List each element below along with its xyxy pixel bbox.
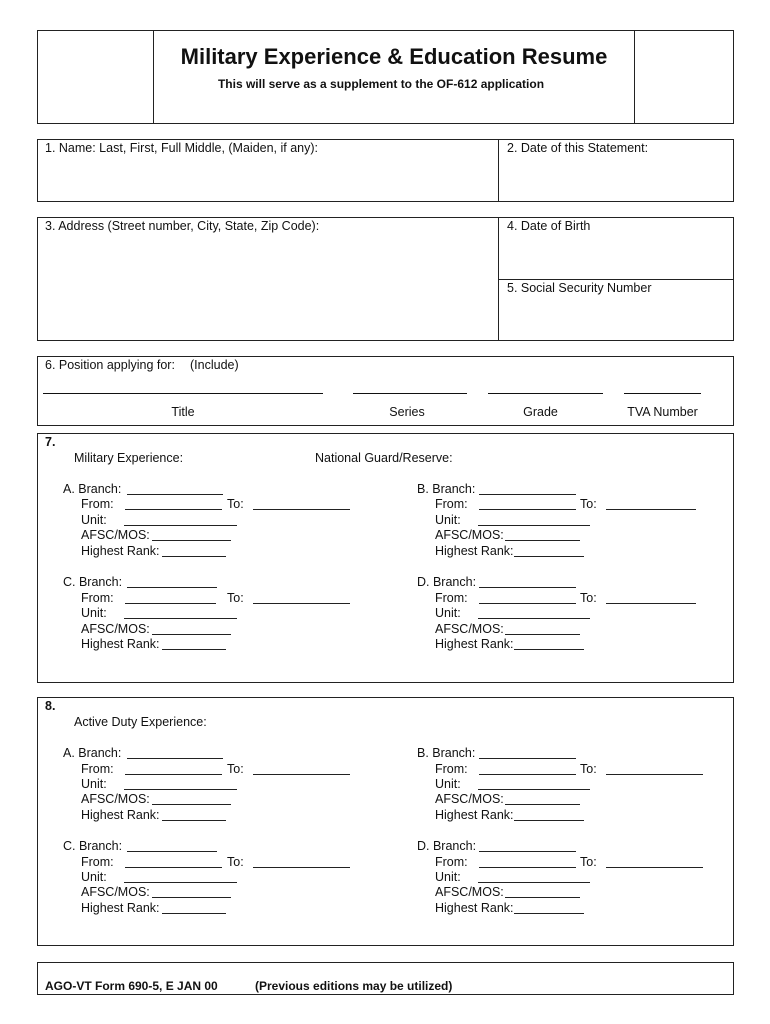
s8a-to-label: To: [227,762,244,776]
s8d-from-label: From: [435,855,468,869]
s8c-branch-field[interactable] [127,851,217,852]
s8d-to-label: To: [580,855,597,869]
title-input-line[interactable] [43,393,323,394]
s7c-from-label: From: [81,591,114,605]
s8a-from-label: From: [81,762,114,776]
s8c-afsc-label: AFSC/MOS: [81,885,150,899]
position-label: 6. Position applying for: [45,358,175,372]
s7c-branch-label: C. Branch: [63,575,123,589]
s8d-unit-field[interactable] [478,882,590,883]
s8c-unit-field[interactable] [124,882,237,883]
s7a-afsc-label: AFSC/MOS: [81,528,150,542]
s8c-rank-label: Highest Rank: [81,901,160,915]
s7a-to-label: To: [227,497,244,511]
s8d-afsc-field[interactable] [505,897,580,898]
name-label: 1. Name: Last, First, Full Middle, (Maiden, if any): [45,141,319,155]
s8d-rank-field[interactable] [514,913,584,914]
s8c-branch-label: C. Branch: [63,839,123,853]
s7d-branch-field[interactable] [479,587,576,588]
series-input-line[interactable] [353,393,467,394]
s8c-from-field[interactable] [125,867,222,868]
s8b-rank-field[interactable] [514,820,584,821]
s7c-afsc-field[interactable] [152,634,231,635]
s8a-branch-field[interactable] [127,758,223,759]
s8b-unit-field[interactable] [478,789,590,790]
s7b-unit-field[interactable] [478,525,590,526]
title-caption: Title [171,405,195,419]
grade-caption: Grade [523,405,558,419]
s7c-from-field[interactable] [125,603,216,604]
s7b-branch-label: B. Branch: [417,482,476,496]
s8d-rank-label: Highest Rank: [435,901,514,915]
military-experience-label: Military Experience: [74,451,184,465]
section7-number: 7. [45,435,56,449]
s8d-unit-label: Unit: [435,870,461,884]
s7a-from-field[interactable] [125,509,222,510]
s7b-to-label: To: [580,497,597,511]
s7a-branch-label: A. Branch: [63,482,122,496]
s8d-to-field[interactable] [606,867,703,868]
dob-label: 4. Date of Birth [507,219,591,233]
s7d-unit-field[interactable] [478,618,590,619]
s8b-from-field[interactable] [479,774,576,775]
ssn-label: 5. Social Security Number [507,281,652,295]
s8c-afsc-field[interactable] [152,897,231,898]
address-box[interactable] [37,217,499,341]
s8b-from-label: From: [435,762,468,776]
s7c-to-label: To: [227,591,244,605]
s7b-to-field[interactable] [606,509,696,510]
s8b-afsc-field[interactable] [505,804,580,805]
s8d-from-field[interactable] [479,867,576,868]
address-label: 3. Address (Street number, City, State, Zip Code): [45,219,320,233]
s8a-unit-label: Unit: [81,777,107,791]
s7b-afsc-field[interactable] [505,540,580,541]
page-subtitle: This will serve as a supplement to the OF-612 application [217,77,545,91]
s7c-afsc-label: AFSC/MOS: [81,622,150,636]
s7d-rank-field[interactable] [514,649,584,650]
s7a-to-field[interactable] [253,509,350,510]
section8-number: 8. [45,699,56,713]
s7c-to-field[interactable] [253,603,350,604]
s7b-branch-field[interactable] [479,494,576,495]
s7a-rank-field[interactable] [162,556,226,557]
s7a-from-label: From: [81,497,114,511]
s7d-unit-label: Unit: [435,606,461,620]
s8c-to-field[interactable] [253,867,350,868]
s8d-branch-label: D. Branch: [417,839,477,853]
s7d-branch-label: D. Branch: [417,575,477,589]
tva-caption: TVA Number [627,405,698,419]
s8a-to-field[interactable] [253,774,350,775]
s7c-unit-label: Unit: [81,606,107,620]
footer-note: (Previous editions may be utilized) [255,979,453,993]
s7b-from-label: From: [435,497,468,511]
s7c-rank-field[interactable] [162,649,226,650]
s8b-rank-label: Highest Rank: [435,808,514,822]
s7d-from-label: From: [435,591,468,605]
s7d-afsc-label: AFSC/MOS: [435,622,504,636]
s8b-afsc-label: AFSC/MOS: [435,792,504,806]
s7c-branch-field[interactable] [127,587,217,588]
s8b-to-label: To: [580,762,597,776]
date-statement-label: 2. Date of this Statement: [507,141,649,155]
s8b-branch-label: B. Branch: [417,746,476,760]
s8a-from-field[interactable] [125,774,222,775]
active-duty-label: Active Duty Experience: [74,715,207,729]
s7c-unit-field[interactable] [124,618,237,619]
s8c-from-label: From: [81,855,114,869]
national-guard-label: National Guard/Reserve: [315,451,453,465]
s8c-to-label: To: [227,855,244,869]
grade-input-line[interactable] [488,393,603,394]
s8b-unit-label: Unit: [435,777,461,791]
s7d-to-label: To: [580,591,597,605]
page-title: Military Experience & Education Resume [180,44,608,69]
s7b-from-field[interactable] [479,509,576,510]
s8a-rank-label: Highest Rank: [81,808,160,822]
s8a-afsc-label: AFSC/MOS: [81,792,150,806]
s8b-branch-field[interactable] [479,758,576,759]
position-include: (Include) [190,358,239,372]
s7a-branch-field[interactable] [127,494,223,495]
s7d-afsc-field[interactable] [505,634,580,635]
s7a-unit-field[interactable] [124,525,237,526]
s8a-rank-field[interactable] [162,820,226,821]
series-caption: Series [389,405,425,419]
s7b-unit-label: Unit: [435,513,461,527]
s7b-rank-field[interactable] [514,556,584,557]
s8c-unit-label: Unit: [81,870,107,884]
s8b-to-field[interactable] [606,774,703,775]
header-divider-right [634,30,635,124]
s8a-branch-label: A. Branch: [63,746,122,760]
s7a-rank-label: Highest Rank: [81,544,160,558]
s7a-afsc-field[interactable] [152,540,231,541]
s8a-afsc-field[interactable] [152,804,231,805]
s7b-afsc-label: AFSC/MOS: [435,528,504,542]
s8c-rank-field[interactable] [162,913,226,914]
s7b-rank-label: Highest Rank: [435,544,514,558]
s8a-unit-field[interactable] [124,789,237,790]
s7c-rank-label: Highest Rank: [81,637,160,651]
s7d-rank-label: Highest Rank: [435,637,514,651]
s8d-branch-field[interactable] [479,851,576,852]
tva-input-line[interactable] [624,393,701,394]
s7d-from-field[interactable] [479,603,576,604]
s8d-afsc-label: AFSC/MOS: [435,885,504,899]
s7d-to-field[interactable] [606,603,696,604]
form-id: AGO-VT Form 690-5, E JAN 00 [45,979,218,993]
s7a-unit-label: Unit: [81,513,107,527]
